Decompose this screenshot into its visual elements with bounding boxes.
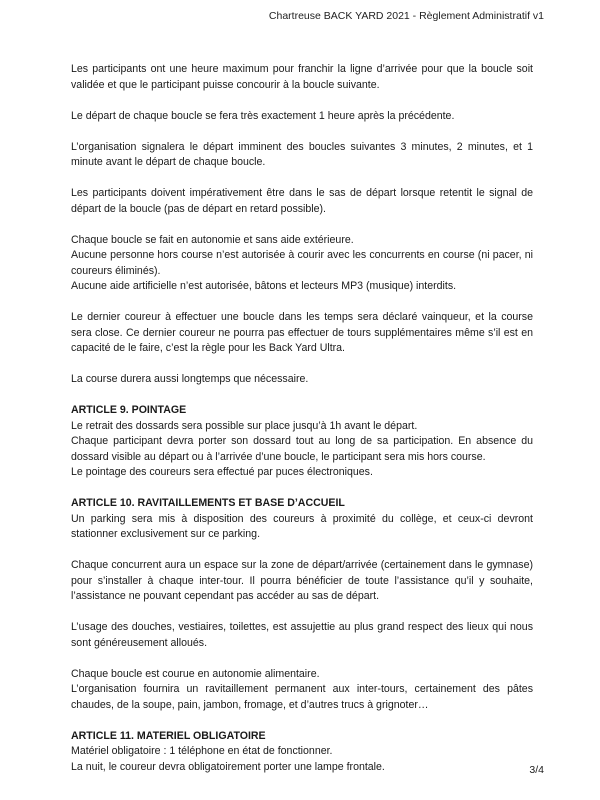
paragraph-no-pacer: Aucune personne hors course n’est autorisée à courir avec les concurrents en course (ni pacer, ni coureurs éliminés). <box>71 249 533 277</box>
page-number: 3/4 <box>529 764 544 776</box>
article-10-line: L’organisation fournira un ravitaillement permanent aux inter-tours, certainement des pâtes chaudes, de la soupe, pain, jambon, fromage, et d’autres trucs à grignoter… <box>71 683 533 711</box>
article-10-line: Chaque boucle est courue en autonomie alimentaire. <box>71 667 320 680</box>
article-10-line: Un parking sera mis à disposition des coureurs à proximité du collège, et ceux-ci devront stationner exclusivement sur ce parking. <box>71 512 533 540</box>
article-10-title: ARTICLE 10. RAVITAILLEMENTS ET BASE D’ACCUEIL <box>71 497 345 509</box>
document-body <box>71 62 533 775</box>
paragraph-winner: Le dernier coureur à effectuer une boucle dans les temps sera déclaré vainqueur, et la course sera close. Ce dernier coureur ne pourra pas effectuer de tours supplémentaires même s’il est en capacité de le faire, c’est la règle pour les Back Yard Ultra. <box>71 311 533 354</box>
article-11-title: ARTICLE 11. MATERIEL OBLIGATOIRE <box>71 729 266 742</box>
paragraph-autonomy: Chaque boucle se fait en autonomie et sans aide extérieure. <box>71 233 354 246</box>
paragraph-no-artificial-aid: Aucune aide artificielle n’est autorisée, bâtons et lecteurs MP3 (musique) interdits. <box>71 280 457 292</box>
article-10-line: L’usage des douches, vestiaires, toilettes, est assujettie au plus grand respect des lieux qui nous sont généreusement alloués. <box>71 621 533 649</box>
article-11-line: La nuit, le coureur devra obligatoirement porter une lampe frontale. <box>71 760 385 773</box>
article-11-line: Matériel obligatoire : 1 téléphone en état de fonctionner. <box>71 745 333 757</box>
article-9-line: Le pointage des coureurs sera effectué par puces électroniques. <box>71 466 373 478</box>
paragraph-loop-time-limit: Les participants ont une heure maximum pour franchir la ligne d’arrivée pour que la boucle soit validée et que le participant puisse concourir à la boucle suivante. <box>71 63 533 91</box>
page-header: Chartreuse BACK YARD 2021 - Règlement Administratif v1 <box>268 10 544 22</box>
paragraph-loop-start: Le départ de chaque boucle se fera très exactement 1 heure après la précédente. <box>71 109 455 122</box>
article-9-line: Le retrait des dossards sera possible sur place jusqu’à 1h avant le départ. <box>71 419 418 432</box>
paragraph-duration: La course durera aussi longtemps que nécessaire. <box>71 373 309 385</box>
article-9-line: Chaque participant devra porter son dossard tout au long de sa participation. En absence du dossard visible au départ ou à l’arrivée d’une boucle, le participant sera mis hors course. <box>71 435 533 463</box>
article-9-title: ARTICLE 9. POINTAGE <box>71 404 187 416</box>
paragraph-start-corral: Les participants doivent impérativement être dans le sas de départ lorsque retentit le signal de départ de la boucle (pas de départ en retard possible). <box>71 187 533 215</box>
article-10-line: Chaque concurrent aura un espace sur la zone de départ/arrivée (certainement dans le gymnase) pour s’installer à chaque inter-tour. Il pourra bénéficier de toute l’assistance qu’il y souhaite, l’assistance ne pouvant cependant pas accéder au sas de départ. <box>71 559 533 602</box>
paragraph-start-signals: L’organisation signalera le départ imminent des boucles suivantes 3 minutes, 2 minutes, et 1 minute avant le départ de chaque boucle. <box>71 140 533 168</box>
